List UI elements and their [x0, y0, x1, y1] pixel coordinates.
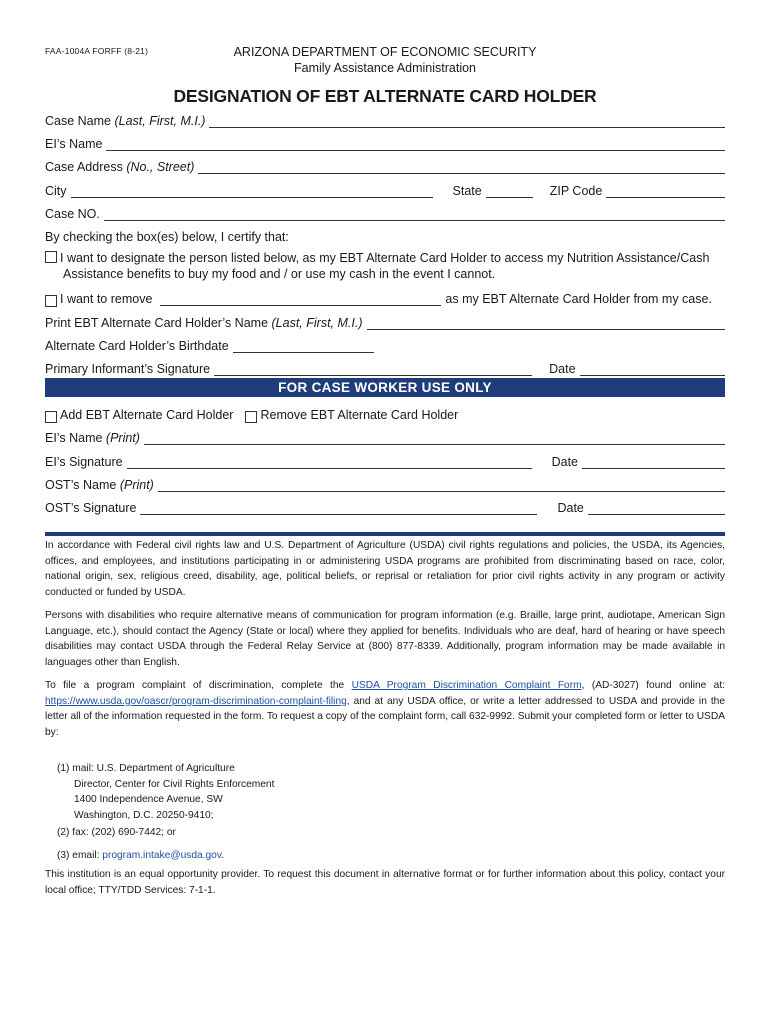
birthdate-label: Alternate Card Holder’s Birthdate: [45, 339, 229, 353]
cw-ei-name-row: [45, 428, 725, 445]
case-address-field[interactable]: [198, 162, 725, 174]
cw-ost-date-label: Date: [557, 501, 584, 515]
case-address-row: [45, 157, 725, 174]
cw-ost-signature-row: [45, 498, 725, 515]
designate-text-1: I want to designate the person listed below, as my EBT Alternate Card Holder to access my Nutrition Assistance/Cash: [60, 251, 710, 265]
case-no-label: Case NO.: [45, 207, 100, 221]
remove-row: [45, 289, 725, 306]
cw-ei-name-hint: (Print): [105, 431, 140, 445]
remove-label: I want to remove: [60, 292, 153, 306]
case-name-field[interactable]: [209, 116, 725, 128]
complaint-url-link[interactable]: https://www.usda.gov/oascr/program-discrimination-complaint-filing: [45, 695, 347, 707]
remove-holder-checkbox[interactable]: [245, 411, 257, 423]
remove-suffix: as my EBT Alternate Card Holder from my case.: [445, 292, 712, 306]
agency-header: [0, 44, 770, 76]
cw-ei-name-field[interactable]: [144, 433, 725, 445]
primary-signature-label: Primary Informant’s Signature: [45, 362, 211, 376]
cw-ost-signature-label: OST’s Signature: [45, 501, 137, 515]
cw-ei-date-label: Date: [551, 455, 579, 469]
cw-ei-date-field[interactable]: [582, 457, 725, 469]
cw-ost-name-field[interactable]: [158, 480, 725, 492]
email-line: [57, 848, 717, 864]
cw-ei-name-label: EI’s Name: [45, 431, 103, 445]
mail-line-3: 1400 Independence Avenue, SW: [74, 794, 223, 806]
form-number: FAA-1004A FORFF (8-21): [45, 46, 149, 56]
email-prefix: (3) email:: [57, 850, 103, 861]
ei-name-label: EI’s Name: [45, 137, 103, 151]
designate-text-2: Assistance benefits to buy my food and / or use my cash in the event I cannot.: [63, 267, 496, 281]
birthdate-field[interactable]: [233, 341, 374, 353]
complaint-form-link[interactable]: USDA Program Discrimination Complaint Form: [351, 680, 582, 691]
designate-checkbox[interactable]: [45, 251, 57, 263]
add-holder-checkbox[interactable]: [45, 411, 57, 423]
ei-name-row: [45, 134, 725, 151]
remove-checkbox[interactable]: [45, 295, 57, 307]
notice-disabilities: Persons with disabilities who require alternative means of communication for program information (e.g. Braille, large print, audiotape, American Sign Language, etc.), should contact the Agency (State or local) where they applied for benefits. Individuals who are deaf, hard of hearing or have speech disabilities may contact USDA through the Federal Relay Service at (800) 877-8339. Additionally, program information may be made available in languages other than English.: [45, 610, 725, 668]
mail-line-4: Washington, D.C. 20250-9410;: [74, 809, 214, 821]
designate-option: [45, 250, 709, 282]
case-address-hint: (No., Street): [126, 160, 195, 174]
print-name-field[interactable]: [367, 318, 726, 330]
complaint-text-c: , and at any USDA office, or write a letter addressed to USDA and provide in the letter all of the information requested in the form. To request a copy of the complaint form, call 632-9992. Submit your completed form or letter to USDA by:: [45, 695, 725, 738]
mail-address: [57, 761, 717, 823]
notice-civil-rights: In accordance with Federal civil rights law and U.S. Department of Agriculture (USDA) civil rights regulations and policies, the USDA, its Agencies, offices, and employees, and institutions participating in or administering USDA programs are prohibited from discriminating based on race, color, national origin, sex, religious creed, disability, age, political beliefs, or reprisal or retaliation for prior civil rights activity in any program or activity conducted or funded by USDA.: [45, 540, 725, 598]
birthdate-row: [45, 336, 374, 353]
case-name-label: Case Name: [45, 114, 111, 128]
city-field[interactable]: [71, 186, 433, 198]
email-link[interactable]: program.intake@usda.gov: [102, 850, 222, 861]
state-label: State: [452, 184, 482, 198]
primary-date-field[interactable]: [580, 364, 725, 376]
print-name-row: [45, 313, 725, 330]
primary-signature-field[interactable]: [214, 364, 532, 376]
fax-line: (2) fax: (202) 690-7442; or: [57, 827, 176, 838]
print-name-hint: (Last, First, M.I.): [271, 316, 363, 330]
page-title: DESIGNATION OF EBT ALTERNATE CARD HOLDER: [173, 86, 597, 106]
cw-ei-signature-field[interactable]: [127, 457, 532, 469]
cw-ei-signature-label: EI’s Signature: [45, 455, 123, 469]
print-name-label: Print EBT Alternate Card Holder’s Name: [45, 316, 269, 330]
mail-line-2: Director, Center for Civil Rights Enforcement: [74, 778, 275, 790]
notice-complaint: [45, 678, 725, 740]
case-no-field[interactable]: [104, 209, 725, 221]
remove-holder-label: Remove EBT Alternate Card Holder: [260, 408, 459, 422]
email-suffix: .: [221, 850, 225, 861]
agency-name: ARIZONA DEPARTMENT OF ECONOMIC SECURITY: [233, 45, 537, 59]
cw-ost-name-label: OST’s Name: [45, 478, 117, 492]
section-divider: [45, 532, 725, 536]
zip-label: ZIP Code: [549, 184, 603, 198]
equal-opportunity-statement: This institution is an equal opportunity provider. To request this document in alternative format or for further information about this policy, contact your local office; TTY/TDD Services: 7-1-1.: [45, 869, 725, 896]
division-name: Family Assistance Administration: [293, 61, 476, 75]
ei-name-field[interactable]: [106, 139, 725, 151]
city-row: [45, 181, 725, 198]
cw-ost-date-field[interactable]: [588, 503, 725, 515]
caseworker-options: [45, 405, 458, 422]
cw-ost-signature-field[interactable]: [140, 503, 537, 515]
remove-name-field[interactable]: [160, 294, 441, 306]
caseworker-banner: FOR CASE WORKER USE ONLY: [45, 378, 725, 397]
cw-ei-signature-row: [45, 452, 725, 469]
city-label: City: [45, 184, 67, 198]
case-no-row: [45, 204, 725, 221]
zip-field[interactable]: [606, 186, 725, 198]
primary-signature-row: [45, 359, 725, 376]
certify-text: By checking the box(es) below, I certify that:: [45, 230, 289, 244]
cw-ost-name-row: [45, 475, 725, 492]
state-field[interactable]: [486, 186, 533, 198]
case-name-hint: (Last, First, M.I.): [114, 114, 206, 128]
case-address-label: Case Address: [45, 160, 123, 174]
cw-ost-name-hint: (Print): [119, 478, 154, 492]
mail-line-1: (1) mail: U.S. Department of Agriculture: [57, 763, 235, 774]
add-holder-label: Add EBT Alternate Card Holder: [60, 408, 234, 422]
complaint-text-b: , (AD-3027) found online at:: [581, 680, 726, 691]
complaint-text-a: To file a program complaint of discrimination, complete the: [45, 680, 352, 691]
primary-date-label: Date: [549, 362, 576, 376]
case-name-row: [45, 111, 725, 128]
